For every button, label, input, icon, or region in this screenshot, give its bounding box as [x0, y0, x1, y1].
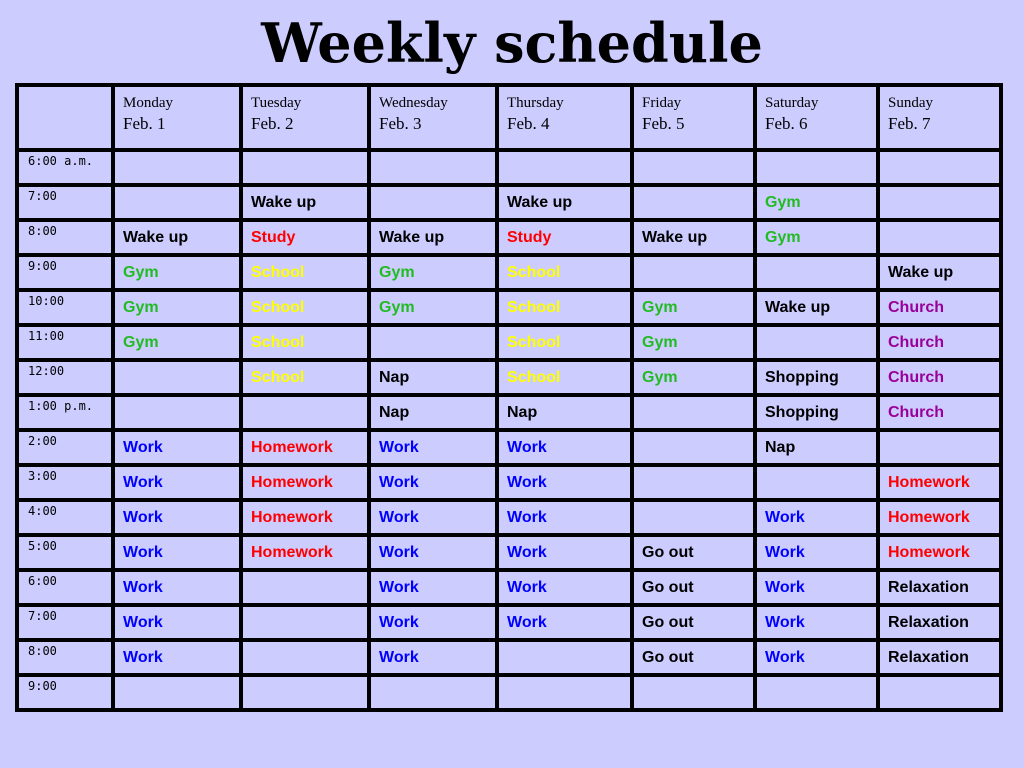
- schedule-cell: Work: [497, 500, 632, 535]
- schedule-cell: Work: [755, 640, 878, 675]
- schedule-cell: [632, 185, 755, 220]
- schedule-cell: Gym: [755, 220, 878, 255]
- schedule-cell: Church: [878, 325, 1001, 360]
- time-label: 7:00: [17, 605, 113, 640]
- schedule-cell: Gym: [113, 290, 241, 325]
- schedule-cell: School: [497, 255, 632, 290]
- table-row: [17, 150, 1001, 185]
- schedule-cell: Wake up: [497, 185, 632, 220]
- schedule-cell: Work: [497, 570, 632, 605]
- schedule-cell: [755, 675, 878, 710]
- table-row: [17, 535, 1001, 570]
- schedule-cell: Work: [369, 500, 497, 535]
- day-name: Monday: [123, 95, 173, 111]
- schedule-cell: [241, 675, 369, 710]
- day-date: Feb. 6: [765, 114, 808, 133]
- schedule-table: [15, 83, 1003, 712]
- schedule-cell: Homework: [878, 500, 1001, 535]
- schedule-cell: [113, 150, 241, 185]
- schedule-cell: [113, 360, 241, 395]
- day-name: Saturday: [765, 95, 819, 111]
- table-row: [17, 325, 1001, 360]
- schedule-cell: Work: [113, 465, 241, 500]
- schedule-cell: [113, 675, 241, 710]
- schedule-cell: Work: [497, 430, 632, 465]
- schedule-cell: [632, 500, 755, 535]
- schedule-cell: Wake up: [369, 220, 497, 255]
- schedule-cell: [632, 395, 755, 430]
- header-row: [17, 85, 1001, 150]
- schedule-cell: School: [497, 290, 632, 325]
- schedule-cell: Homework: [241, 430, 369, 465]
- schedule-cell: Gym: [113, 325, 241, 360]
- schedule-cell: Gym: [632, 290, 755, 325]
- day-date: Feb. 5: [642, 114, 685, 133]
- schedule-cell: Gym: [369, 255, 497, 290]
- table-row: [17, 185, 1001, 220]
- day-date: Feb. 2: [251, 114, 294, 133]
- time-label: 7:00: [17, 185, 113, 220]
- time-label: 2:00: [17, 430, 113, 465]
- schedule-cell: Gym: [632, 360, 755, 395]
- schedule-cell: Shopping: [755, 395, 878, 430]
- schedule-cell: Gym: [113, 255, 241, 290]
- schedule-cell: Work: [497, 465, 632, 500]
- schedule-cell: Work: [113, 535, 241, 570]
- schedule-cell: Wake up: [878, 255, 1001, 290]
- time-label: 8:00: [17, 220, 113, 255]
- schedule-cell: Work: [369, 465, 497, 500]
- schedule-cell: Work: [113, 500, 241, 535]
- time-label: 6:00: [17, 570, 113, 605]
- schedule-cell: [632, 675, 755, 710]
- schedule-cell: Study: [497, 220, 632, 255]
- schedule-cell: Work: [113, 570, 241, 605]
- table-row: [17, 570, 1001, 605]
- schedule-cell: [497, 640, 632, 675]
- table-row: [17, 640, 1001, 675]
- schedule-cell: [632, 150, 755, 185]
- schedule-cell: Go out: [632, 535, 755, 570]
- schedule-cell: Wake up: [113, 220, 241, 255]
- time-label: 4:00: [17, 500, 113, 535]
- day-date: Feb. 4: [507, 114, 550, 133]
- schedule-cell: Homework: [241, 465, 369, 500]
- schedule-cell: Work: [497, 605, 632, 640]
- time-label: 8:00: [17, 640, 113, 675]
- schedule-cell: [755, 255, 878, 290]
- day-header-sunday: [878, 85, 1001, 150]
- day-name: Tuesday: [251, 95, 302, 111]
- table-row: [17, 255, 1001, 290]
- schedule-cell: School: [241, 325, 369, 360]
- schedule-cell: Go out: [632, 570, 755, 605]
- schedule-cell: [497, 675, 632, 710]
- schedule-cell: [878, 430, 1001, 465]
- schedule-cell: Nap: [497, 395, 632, 430]
- schedule-cell: [497, 150, 632, 185]
- schedule-cell: [632, 255, 755, 290]
- schedule-cell: Homework: [241, 500, 369, 535]
- time-label: 9:00: [17, 675, 113, 710]
- schedule-cell: Work: [113, 640, 241, 675]
- schedule-cell: Homework: [878, 465, 1001, 500]
- schedule-cell: School: [241, 255, 369, 290]
- day-header-saturday: [755, 85, 878, 150]
- schedule-cell: Relaxation: [878, 570, 1001, 605]
- schedule-cell: [755, 325, 878, 360]
- schedule-cell: Nap: [755, 430, 878, 465]
- schedule-cell: Relaxation: [878, 605, 1001, 640]
- schedule-cell: Nap: [369, 360, 497, 395]
- time-label: 12:00: [17, 360, 113, 395]
- schedule-cell: Work: [755, 605, 878, 640]
- schedule-cell: Homework: [241, 535, 369, 570]
- time-label: 1:00 p.m.: [17, 395, 113, 430]
- schedule-cell: Church: [878, 395, 1001, 430]
- schedule-cell: [632, 430, 755, 465]
- table-row: [17, 220, 1001, 255]
- schedule-cell: Go out: [632, 605, 755, 640]
- day-header-thursday: [497, 85, 632, 150]
- schedule-cell: School: [497, 360, 632, 395]
- schedule-cell: Work: [755, 570, 878, 605]
- table-row: [17, 605, 1001, 640]
- day-date: Feb. 3: [379, 114, 422, 133]
- schedule-cell: [878, 185, 1001, 220]
- table-row: [17, 675, 1001, 710]
- schedule-cell: [369, 675, 497, 710]
- day-name: Friday: [642, 95, 682, 111]
- schedule-cell: Gym: [369, 290, 497, 325]
- schedule-cell: Nap: [369, 395, 497, 430]
- table-row: [17, 500, 1001, 535]
- schedule-cell: Church: [878, 360, 1001, 395]
- schedule-cell: [369, 150, 497, 185]
- schedule-cell: Wake up: [755, 290, 878, 325]
- schedule-cell: Work: [369, 430, 497, 465]
- schedule-cell: Gym: [755, 185, 878, 220]
- schedule-cell: [241, 605, 369, 640]
- table-row: [17, 290, 1001, 325]
- time-label: 3:00: [17, 465, 113, 500]
- schedule-cell: Work: [369, 535, 497, 570]
- day-header-monday: [113, 85, 241, 150]
- schedule-cell: Homework: [878, 535, 1001, 570]
- schedule-cell: [113, 185, 241, 220]
- schedule-cell: Study: [241, 220, 369, 255]
- schedule-body: [17, 150, 1001, 710]
- table-row: [17, 395, 1001, 430]
- time-label: 10:00: [17, 290, 113, 325]
- day-name: Wednesday: [379, 95, 448, 111]
- schedule-cell: Relaxation: [878, 640, 1001, 675]
- schedule-cell: Go out: [632, 640, 755, 675]
- schedule-cell: School: [497, 325, 632, 360]
- schedule-cell: School: [241, 360, 369, 395]
- schedule-cell: [241, 640, 369, 675]
- time-label: 6:00 a.m.: [17, 150, 113, 185]
- schedule-cell: Church: [878, 290, 1001, 325]
- schedule-cell: School: [241, 290, 369, 325]
- time-label: 11:00: [17, 325, 113, 360]
- schedule-cell: Work: [755, 535, 878, 570]
- schedule-cell: Work: [369, 640, 497, 675]
- day-header-friday: [632, 85, 755, 150]
- schedule-cell: [369, 325, 497, 360]
- schedule-cell: Shopping: [755, 360, 878, 395]
- schedule-cell: [878, 220, 1001, 255]
- schedule-cell: [241, 150, 369, 185]
- schedule-cell: [632, 465, 755, 500]
- day-name: Sunday: [888, 95, 933, 111]
- schedule-cell: Work: [369, 570, 497, 605]
- schedule-cell: Work: [497, 535, 632, 570]
- schedule-cell: [878, 150, 1001, 185]
- schedule-cell: [241, 395, 369, 430]
- time-label: 9:00: [17, 255, 113, 290]
- day-header-wednesday: [369, 85, 497, 150]
- schedule-cell: [369, 185, 497, 220]
- schedule-cell: Work: [755, 500, 878, 535]
- page-title: Weekly schedule: [261, 11, 763, 75]
- table-row: [17, 465, 1001, 500]
- schedule-cell: [755, 465, 878, 500]
- schedule-cell: Wake up: [241, 185, 369, 220]
- schedule-cell: Gym: [632, 325, 755, 360]
- day-date: Feb. 7: [888, 114, 931, 133]
- schedule-cell: Work: [369, 605, 497, 640]
- schedule-cell: [878, 675, 1001, 710]
- day-header-tuesday: [241, 85, 369, 150]
- schedule-cell: Work: [113, 430, 241, 465]
- schedule-cell: [113, 395, 241, 430]
- day-name: Thursday: [507, 95, 564, 111]
- day-date: Feb. 1: [123, 114, 166, 133]
- schedule-cell: [241, 570, 369, 605]
- time-label: 5:00: [17, 535, 113, 570]
- table-row: [17, 360, 1001, 395]
- schedule-cell: Work: [113, 605, 241, 640]
- corner-cell: [17, 85, 113, 150]
- table-row: [17, 430, 1001, 465]
- schedule-cell: Wake up: [632, 220, 755, 255]
- schedule-cell: [755, 150, 878, 185]
